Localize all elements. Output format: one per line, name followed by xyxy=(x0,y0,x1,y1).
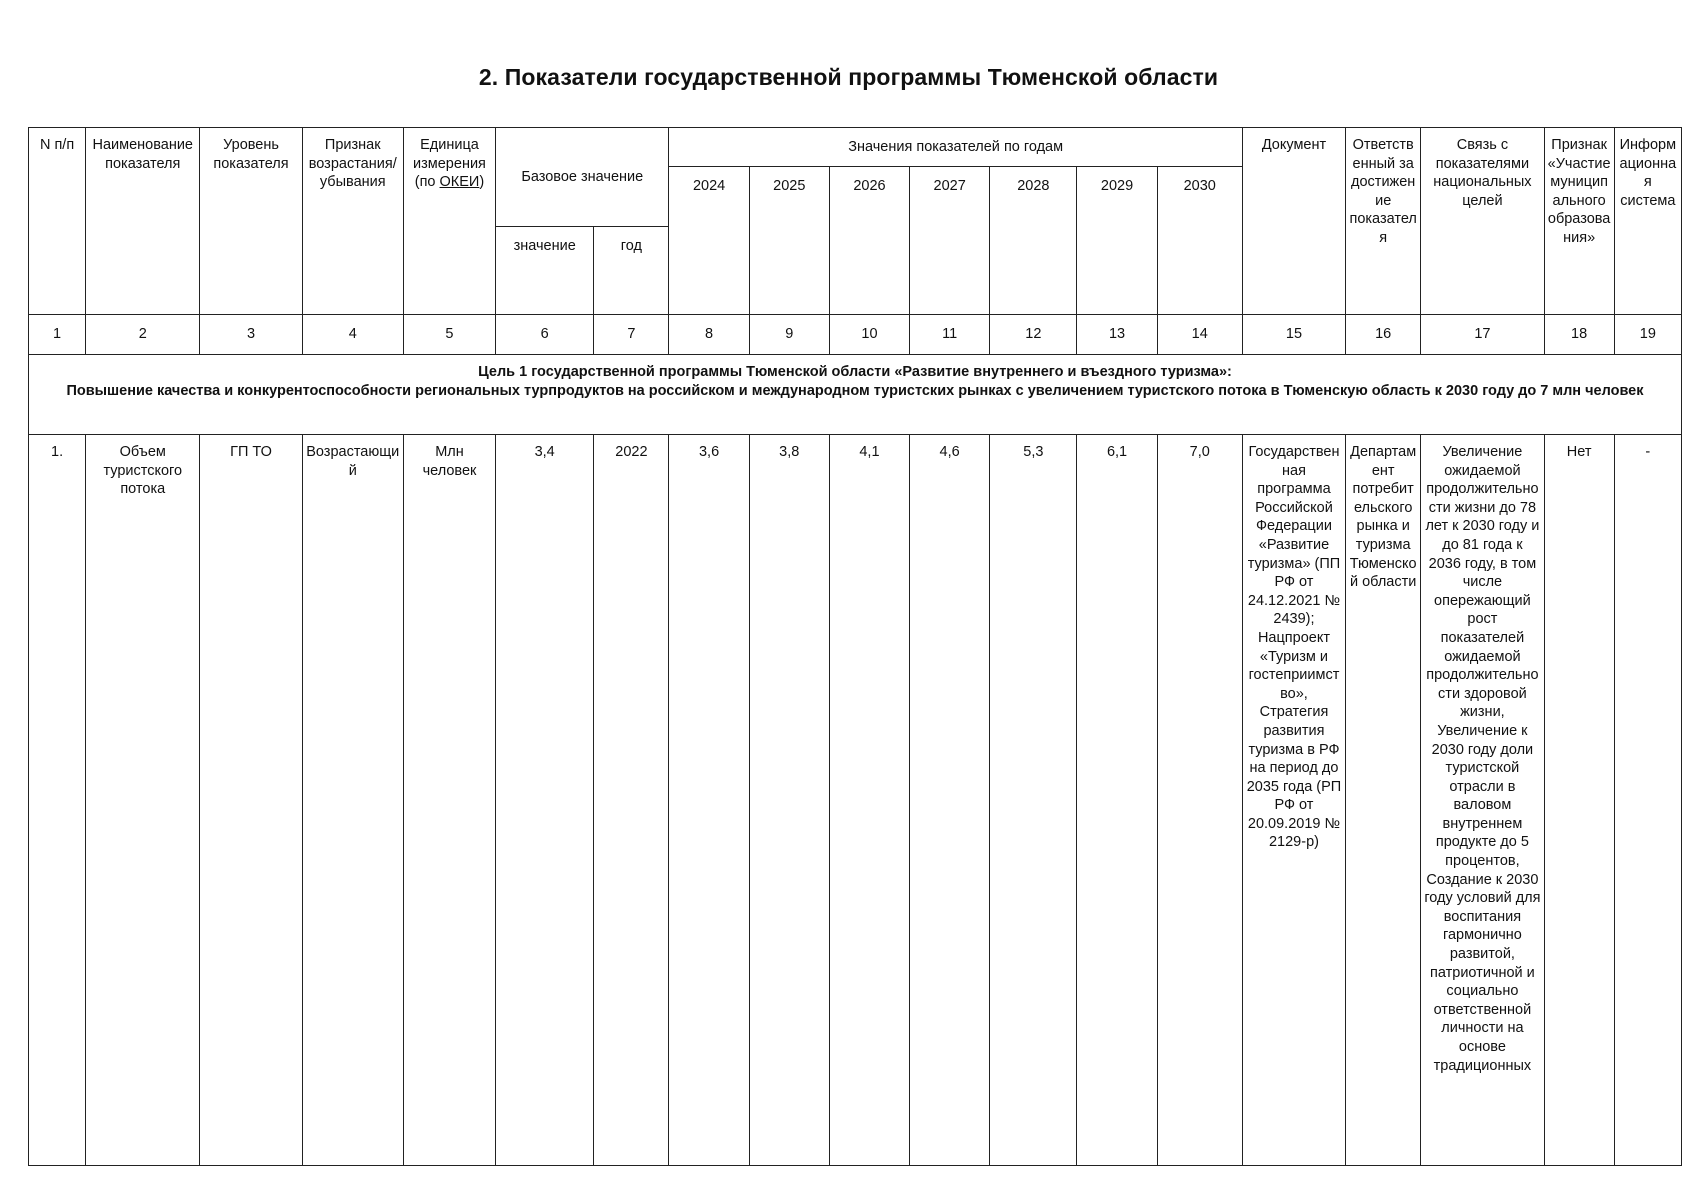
page-title: 2. Показатели государственной программы Тюменской области xyxy=(478,64,1219,90)
header-level: Уровень показателя xyxy=(200,128,302,315)
header-year-2026: 2026 xyxy=(829,167,909,315)
cell-info-system: - xyxy=(1614,435,1681,1166)
okei-link[interactable]: ОКЕИ xyxy=(439,174,480,190)
cell-national-goals: Увеличение ожидаемой продолжительности жизни до 78 лет к 2030 году и до 81 года к 2036 году, в том числе опережающий рост показателей ожидаемой продолжительности здоровой жизни, Увеличение к 2030 году доли туристской отрасли в валовом внутреннем продукте до 5 процентов, Создание к 2030 году условий для воспитания гармонично развитой, патриотичной и социально ответственной личности на основе традиционных xyxy=(1421,435,1544,1166)
cell-npp: 1. xyxy=(29,435,86,1166)
cell-value-2024: 3,6 xyxy=(669,435,749,1166)
cell-municipal: Нет xyxy=(1544,435,1614,1166)
header-year-2028: 2028 xyxy=(990,167,1077,315)
header-years-group: Значения показателей по годам xyxy=(669,128,1242,167)
header-unit-prefix: Единица измерения (по xyxy=(413,137,486,190)
column-number: 1 xyxy=(29,315,86,355)
header-base-value: значение xyxy=(496,227,594,315)
column-number: 13 xyxy=(1077,315,1157,355)
cell-responsible: Департамент потребительского рынка и туризма Тюменской области xyxy=(1346,435,1421,1166)
column-number: 19 xyxy=(1614,315,1681,355)
header-unit xyxy=(403,128,495,315)
table-row xyxy=(29,435,1682,1166)
header-municipal: Признак «Участие муниципального образования» xyxy=(1544,128,1614,315)
header-base: Базовое значение xyxy=(496,128,669,227)
cell-name: Объем туристского потока xyxy=(86,435,200,1166)
header-sign: Признак возрастания/ убывания xyxy=(302,128,403,315)
header-national-goals: Связь с показателями национальных целей xyxy=(1421,128,1544,315)
goal-cell xyxy=(29,355,1682,435)
column-number: 14 xyxy=(1157,315,1242,355)
goal-line-2: Повышение качества и конкурентоспособности региональных турпродуктов на российском и международном туристских рынках с увеличением туристского потока в Тюменскую область к 2030 году до 7 млн человек xyxy=(66,383,1644,399)
cell-sign: Возрастающий xyxy=(302,435,403,1166)
column-number: 5 xyxy=(403,315,495,355)
column-numbers-row xyxy=(29,315,1682,355)
column-number: 4 xyxy=(302,315,403,355)
header-year-2029: 2029 xyxy=(1077,167,1157,315)
column-number: 6 xyxy=(496,315,594,355)
cell-document: Государственная программа Российской Федерации «Развитие туризма» (ПП РФ от 24.12.2021 № 2439); Нацпроект «Туризм и гостеприимство», Стратегия развития туризма в РФ на период до 2035 года (РП РФ от 20.09.2019 № 2129-р) xyxy=(1242,435,1345,1166)
goal-row xyxy=(29,355,1682,435)
header-row xyxy=(29,128,1682,167)
column-number: 7 xyxy=(594,315,669,355)
column-number: 2 xyxy=(86,315,200,355)
goal-line-1: Цель 1 государственной программы Тюменской области «Развитие внутреннего и въездного туризма»: xyxy=(478,364,1232,380)
column-number: 16 xyxy=(1346,315,1421,355)
column-number: 8 xyxy=(669,315,749,355)
column-number: 17 xyxy=(1421,315,1544,355)
cell-value-2026: 4,1 xyxy=(829,435,909,1166)
header-document: Документ xyxy=(1242,128,1345,315)
header-name: Наименование показателя xyxy=(86,128,200,315)
header-responsible: Ответственный за достижение показателя xyxy=(1346,128,1421,315)
cell-value-2029: 6,1 xyxy=(1077,435,1157,1166)
column-number: 3 xyxy=(200,315,302,355)
cell-value-2030: 7,0 xyxy=(1157,435,1242,1166)
cell-base-value: 3,4 xyxy=(496,435,594,1166)
header-npp: N п/п xyxy=(29,128,86,315)
cell-value-2025: 3,8 xyxy=(749,435,829,1166)
column-number: 9 xyxy=(749,315,829,355)
indicators-table xyxy=(28,127,1682,1166)
cell-unit: Млн человек xyxy=(403,435,495,1166)
cell-value-2027: 4,6 xyxy=(910,435,990,1166)
header-base-year: год xyxy=(594,227,669,315)
header-year-2027: 2027 xyxy=(910,167,990,315)
header-year-2025: 2025 xyxy=(749,167,829,315)
header-year-2030: 2030 xyxy=(1157,167,1242,315)
header-info-system: Информационная система xyxy=(1614,128,1681,315)
header-year-2024: 2024 xyxy=(669,167,749,315)
cell-base-year: 2022 xyxy=(594,435,669,1166)
header-unit-suffix: ) xyxy=(479,174,485,190)
column-number: 11 xyxy=(910,315,990,355)
column-number: 15 xyxy=(1242,315,1345,355)
column-number: 10 xyxy=(829,315,909,355)
cell-level: ГП ТО xyxy=(200,435,302,1166)
cell-value-2028: 5,3 xyxy=(990,435,1077,1166)
column-number: 18 xyxy=(1544,315,1614,355)
column-number: 12 xyxy=(990,315,1077,355)
